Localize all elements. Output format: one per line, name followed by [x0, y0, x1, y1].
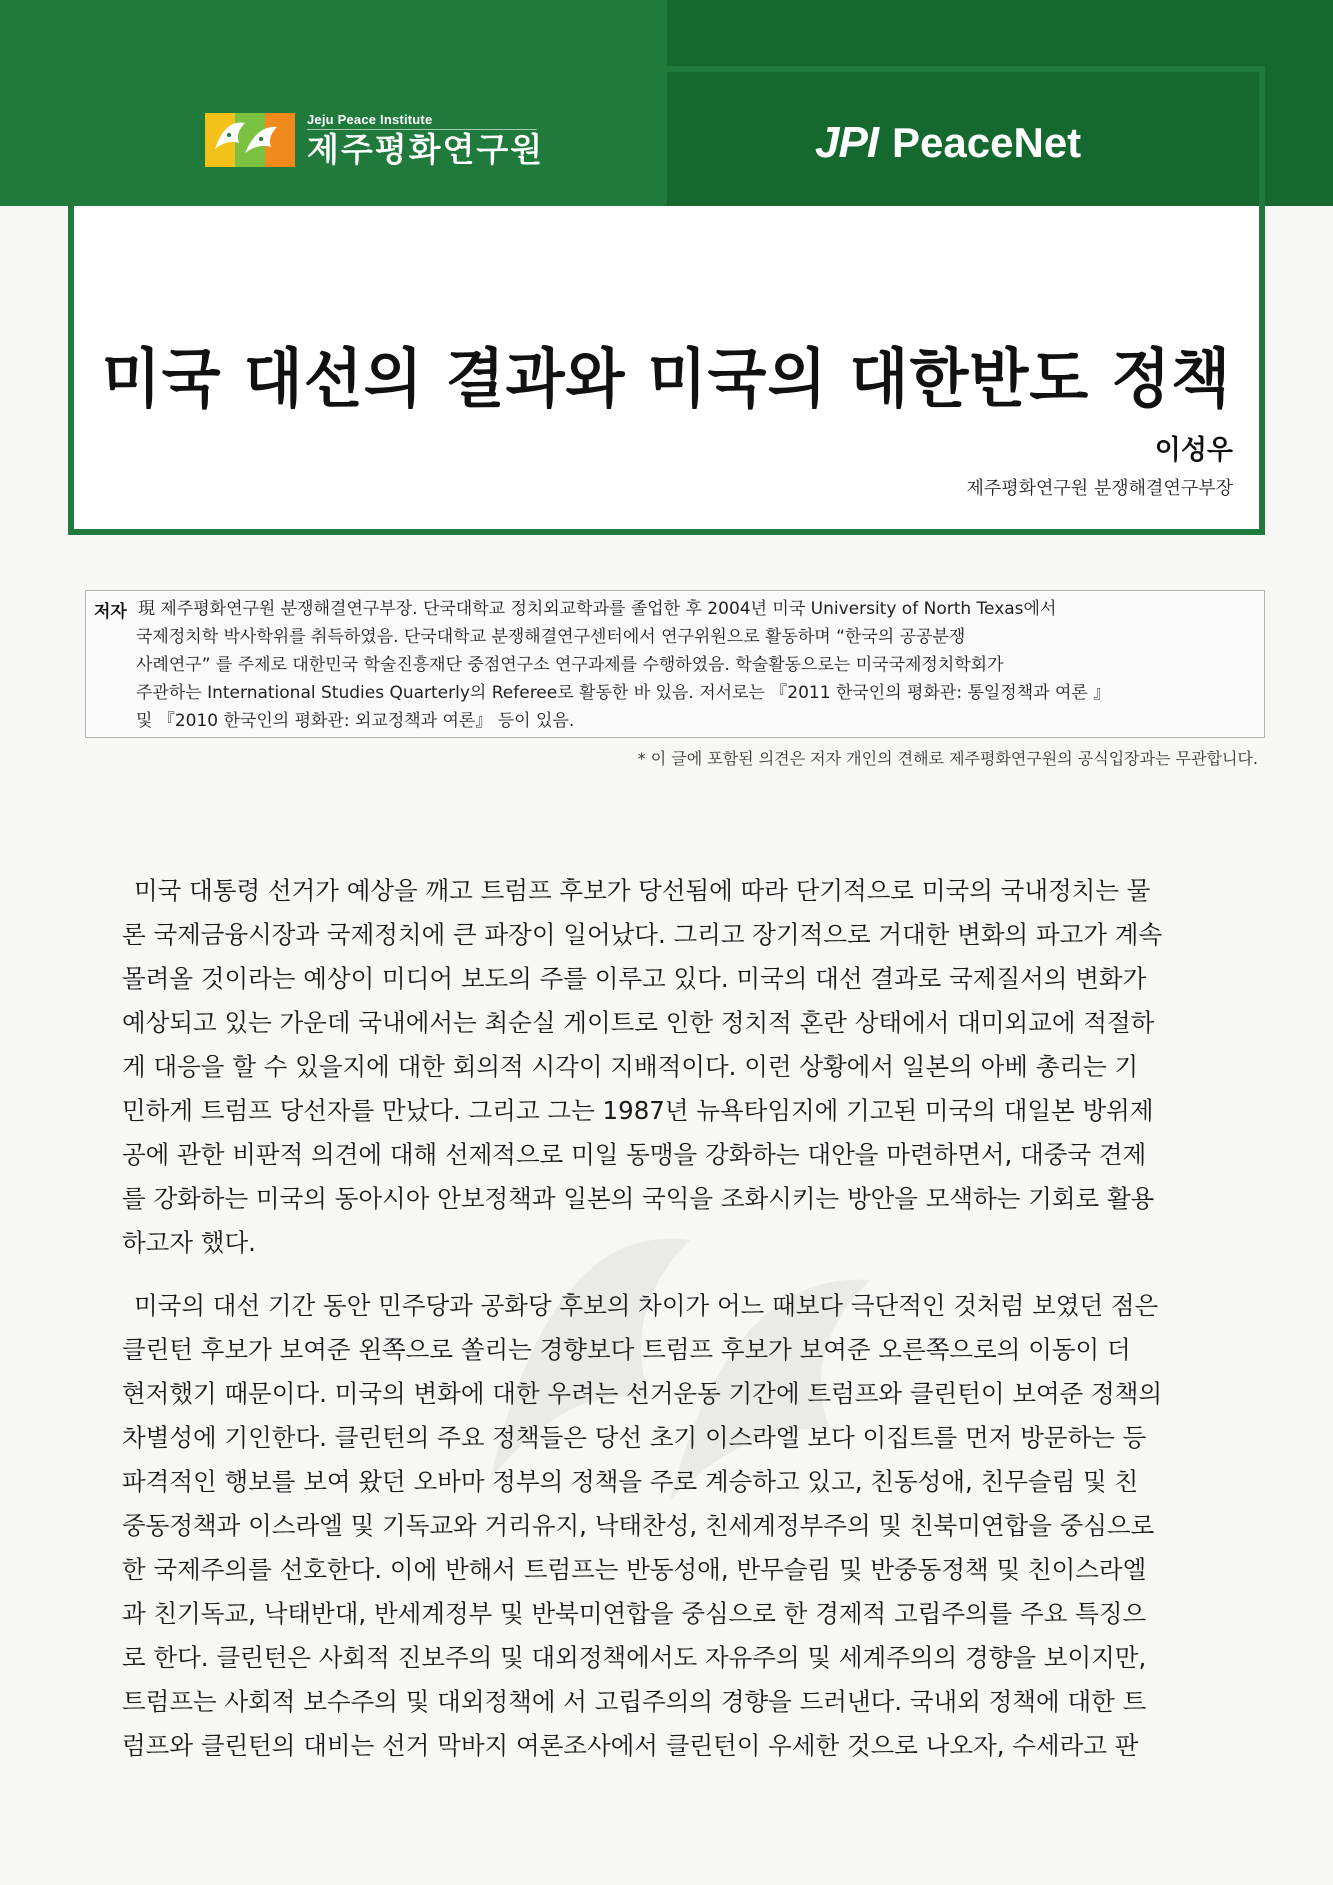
jeju-peace-institute-logo	[205, 108, 544, 172]
paragraph-line: 미국 대통령 선거가 예상을 깨고 트럼프 후보가 당선됨에 따라 단기적으로 미국의 국내정치는 물	[134, 876, 1151, 905]
paragraph-line: 트럼프는 사회적 보수주의 및 대외정책에 서 고립주의의 경향을 드러낸다. 국내외 정책에 대한 트	[122, 1687, 1147, 1716]
author-role: 제주평화연구원 분쟁해결연구부장	[966, 478, 1233, 499]
bio-label: 저자	[94, 602, 127, 622]
jpi-mark: JPI	[815, 118, 879, 167]
bio-line: 국제정치학 박사학위를 취득하였음. 단국대학교 분쟁해결연구센터에서 연구위원으로 활동하며 “한국의 공공분쟁	[136, 627, 966, 647]
paragraph-line: 를 강화하는 미국의 동아시아 안보정책과 일본의 국익을 조화시키는 방안을 모색하는 기회로 활용	[122, 1184, 1155, 1213]
paragraph-line: 파격적인 행보를 보여 왔던 오바마 정부의 정책을 주로 계승하고 있고, 친동성애, 친무슬림 및 친	[122, 1467, 1139, 1496]
paragraph-line: 민하게 트럼프 당선자를 만났다. 그리고 그는 1987년 뉴욕타임지에 기고된 미국의 대일본 방위제	[122, 1096, 1154, 1125]
peacenet-logo	[815, 115, 1081, 171]
paragraph-line: 론 국제금융시장과 국제정치에 큰 파장이 일어났다. 그리고 장기적으로 거대한 변화의 파고가 계속	[122, 920, 1163, 949]
paragraph-line: 로 한다. 클린턴은 사회적 진보주의 및 대외정책에서도 자유주의 및 세계주의의 경향을 보이지만,	[122, 1643, 1147, 1672]
paragraph-line: 몰려올 것이라는 예상이 미디어 보도의 주를 이루고 있다. 미국의 대선 결과로 국제질서의 변화가	[122, 964, 1147, 993]
paragraph-line: 럼프와 클린턴의 대비는 선거 막바지 여론조사에서 클린턴이 우세한 것으로 나오자, 수세라고 판	[122, 1731, 1139, 1760]
paragraph-line: 미국의 대선 기간 동안 민주당과 공화당 후보의 차이가 어느 때보다 극단적인 것처럼 보였던 점은	[134, 1291, 1159, 1320]
org-name-en: Jeju Peace Institute	[307, 112, 537, 130]
dove-logo-icon	[205, 109, 295, 171]
paragraph-line: 하고자 했다.	[122, 1228, 256, 1257]
paragraph-line: 예상되고 있는 가운데 국내에서는 최순실 게이트로 인한 정치적 혼란 상태에서 대미외교에 적절하	[122, 1008, 1155, 1037]
paragraph-line: 중동정책과 이스라엘 및 기독교와 거리유지, 낙태찬성, 친세계정부주의 및 친북미연합을 중심으로	[122, 1511, 1155, 1540]
author-bio-box	[85, 590, 1265, 738]
bio-line: 주관하는 International Studies Quarterly의 Referee로 활동한 바 있음. 저서로는 『2011 한국인의 평화관: 통일정책과 여론 』	[136, 683, 1111, 703]
paragraph-line: 게 대응을 할 수 있을지에 대한 회의적 시각이 지배적이다. 이런 상황에서 일본의 아베 총리는 기	[122, 1052, 1139, 1081]
paragraph-line: 과 친기독교, 낙태반대, 반세계정부 및 반북미연합을 중심으로 한 경제적 고립주의를 주요 특징으	[122, 1599, 1147, 1628]
paragraph-line: 차별성에 기인한다. 클린턴의 주요 정책들은 당선 초기 이스라엘 보다 이집트를 먼저 방문하는 등	[122, 1423, 1147, 1452]
paragraph-line: 한 국제주의를 선호한다. 이에 반해서 트럼프는 반동성애, 반무슬림 및 반중동정책 및 친이스라엘	[122, 1555, 1147, 1584]
bio-line: 現 제주평화연구원 분쟁해결연구부장. 단국대학교 정치외교학과를 졸업한 후 2004년 미국 University of North Texas에서	[138, 599, 1057, 619]
bio-line: 및 『2010 한국인의 평화관: 외교정책과 여론』 등이 있음.	[136, 711, 575, 731]
disclaimer: * 이 글에 포함된 의견은 저자 개인의 견해로 제주평화연구원의 공식입장과는 무관합니다.	[637, 749, 1258, 768]
peacenet-name: PeaceNet	[892, 119, 1082, 166]
author-name: 이성우	[1154, 435, 1233, 466]
bio-line: 사례연구” 를 주제로 대한민국 학술진흥재단 중점연구소 연구과제를 수행하였음. 학술활동으로는 미국국제정치학회가	[136, 655, 1004, 675]
page-title: 미국 대선의 결과와 미국의 대한반도 정책	[101, 343, 1232, 417]
paragraph-line: 클린턴 후보가 보여준 왼쪽으로 쏠리는 경향보다 트럼프 후보가 보여준 오른쪽으로의 이동이 더	[122, 1335, 1131, 1364]
paragraph-line: 현저했기 때문이다. 미국의 변화에 대한 우려는 선거운동 기간에 트럼프와 클린턴이 보여준 정책의	[122, 1379, 1163, 1408]
paragraph-line: 공에 관한 비판적 의견에 대해 선제적으로 미일 동맹을 강화하는 대안을 마련하면서, 대중국 견제	[122, 1140, 1147, 1169]
org-name-ko: 제주평화연구원	[307, 130, 545, 169]
